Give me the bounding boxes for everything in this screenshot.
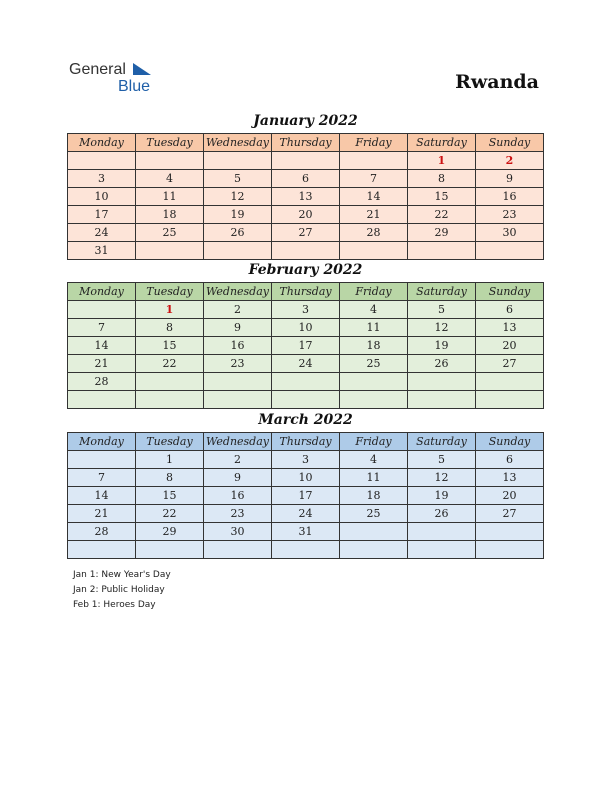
logo-triangle-icon — [133, 63, 153, 77]
weekday-header: Thursday — [272, 134, 340, 152]
week-row — [68, 505, 544, 523]
day-cell: 4 — [340, 451, 408, 469]
day-cell: 26 — [408, 355, 476, 373]
day-cell: 23 — [204, 355, 272, 373]
day-cell: 10 — [272, 469, 340, 487]
day-cell: 20 — [476, 487, 544, 505]
day-cell: 21 — [340, 206, 408, 224]
weekday-header: Saturday — [408, 283, 476, 301]
empty-day-cell — [476, 391, 544, 409]
weekday-header: Tuesday — [136, 433, 204, 451]
weekday-header-row — [68, 433, 544, 451]
weekday-header: Wednesday — [204, 134, 272, 152]
month-title-february: February 2022 — [248, 262, 363, 278]
day-cell: 15 — [136, 337, 204, 355]
weekday-header: Tuesday — [136, 283, 204, 301]
empty-day-cell — [204, 242, 272, 260]
week-row — [68, 451, 544, 469]
day-cell: 13 — [476, 319, 544, 337]
day-cell: 3 — [272, 451, 340, 469]
week-row — [68, 523, 544, 541]
logo — [69, 61, 169, 97]
day-cell: 24 — [68, 224, 136, 242]
week-row — [68, 541, 544, 559]
day-cell: 18 — [340, 487, 408, 505]
day-cell: 21 — [68, 505, 136, 523]
day-cell: 31 — [68, 242, 136, 260]
week-row — [68, 170, 544, 188]
day-cell: 27 — [476, 355, 544, 373]
day-cell: 21 — [68, 355, 136, 373]
calendar-body — [68, 451, 544, 559]
month-title-march: March 2022 — [258, 412, 353, 428]
day-cell: 14 — [340, 188, 408, 206]
week-row — [68, 152, 544, 170]
weekday-header: Monday — [68, 134, 136, 152]
weekday-header: Thursday — [272, 283, 340, 301]
empty-day-cell — [408, 373, 476, 391]
day-cell: 8 — [136, 469, 204, 487]
day-cell: 25 — [340, 355, 408, 373]
week-row — [68, 242, 544, 260]
day-cell: 13 — [476, 469, 544, 487]
empty-day-cell — [204, 373, 272, 391]
day-cell: 23 — [476, 206, 544, 224]
day-cell: 15 — [408, 188, 476, 206]
day-cell: 16 — [204, 487, 272, 505]
day-cell: 20 — [476, 337, 544, 355]
day-cell: 30 — [204, 523, 272, 541]
day-cell: 18 — [136, 206, 204, 224]
day-cell: 22 — [136, 355, 204, 373]
week-row — [68, 373, 544, 391]
week-row — [68, 337, 544, 355]
week-row — [68, 224, 544, 242]
calendar-february — [67, 282, 544, 409]
weekday-header: Sunday — [476, 433, 544, 451]
day-cell: 27 — [476, 505, 544, 523]
day-cell: 24 — [272, 505, 340, 523]
day-cell: 24 — [272, 355, 340, 373]
day-cell: 16 — [204, 337, 272, 355]
day-cell: 26 — [408, 505, 476, 523]
day-cell: 12 — [204, 188, 272, 206]
empty-day-cell — [408, 523, 476, 541]
day-cell: 16 — [476, 188, 544, 206]
weekday-header: Monday — [68, 283, 136, 301]
empty-day-cell — [204, 391, 272, 409]
day-cell: 7 — [68, 319, 136, 337]
day-cell: 6 — [476, 451, 544, 469]
day-cell: 14 — [68, 487, 136, 505]
day-cell: 9 — [204, 469, 272, 487]
empty-day-cell — [68, 541, 136, 559]
day-cell: 14 — [68, 337, 136, 355]
day-cell: 30 — [476, 224, 544, 242]
logo-text-blue: Blue — [118, 78, 151, 95]
weekday-header: Wednesday — [204, 433, 272, 451]
weekday-header: Saturday — [408, 134, 476, 152]
month-title-january: January 2022 — [253, 113, 358, 129]
day-cell: 29 — [136, 523, 204, 541]
day-cell: 7 — [340, 170, 408, 188]
day-cell: 17 — [272, 337, 340, 355]
day-cell: 17 — [68, 206, 136, 224]
empty-day-cell — [204, 541, 272, 559]
empty-day-cell — [68, 391, 136, 409]
empty-day-cell — [476, 523, 544, 541]
day-cell: 8 — [136, 319, 204, 337]
empty-day-cell — [272, 541, 340, 559]
day-cell: 19 — [204, 206, 272, 224]
day-cell: 1 — [136, 301, 204, 319]
weekday-header-row — [68, 283, 544, 301]
day-cell: 28 — [68, 523, 136, 541]
empty-day-cell — [272, 391, 340, 409]
week-row — [68, 188, 544, 206]
empty-day-cell — [408, 242, 476, 260]
day-cell: 15 — [136, 487, 204, 505]
empty-day-cell — [340, 152, 408, 170]
day-cell: 2 — [204, 451, 272, 469]
week-row — [68, 301, 544, 319]
empty-day-cell — [272, 242, 340, 260]
day-cell: 25 — [340, 505, 408, 523]
week-row — [68, 355, 544, 373]
calendar-body — [68, 152, 544, 260]
weekday-header: Tuesday — [136, 134, 204, 152]
week-row — [68, 469, 544, 487]
day-cell: 2 — [476, 152, 544, 170]
day-cell: 3 — [68, 170, 136, 188]
day-cell: 26 — [204, 224, 272, 242]
calendar-body — [68, 301, 544, 409]
day-cell: 3 — [272, 301, 340, 319]
empty-day-cell — [136, 373, 204, 391]
weekday-header: Friday — [340, 433, 408, 451]
day-cell: 8 — [408, 170, 476, 188]
holiday-note: Feb 1: Heroes Day — [73, 600, 156, 610]
weekday-header: Sunday — [476, 283, 544, 301]
day-cell: 4 — [340, 301, 408, 319]
day-cell: 17 — [272, 487, 340, 505]
holiday-notes — [73, 568, 171, 613]
weekday-header-row — [68, 134, 544, 152]
day-cell: 9 — [204, 319, 272, 337]
empty-day-cell — [340, 242, 408, 260]
calendar-march — [67, 432, 544, 559]
day-cell: 19 — [408, 487, 476, 505]
week-row — [68, 206, 544, 224]
day-cell: 10 — [272, 319, 340, 337]
weekday-header: Monday — [68, 433, 136, 451]
weekday-header: Sunday — [476, 134, 544, 152]
day-cell: 5 — [408, 301, 476, 319]
day-cell: 12 — [408, 319, 476, 337]
empty-day-cell — [476, 541, 544, 559]
empty-day-cell — [136, 541, 204, 559]
empty-day-cell — [408, 541, 476, 559]
country-title: Rwanda — [455, 71, 539, 93]
day-cell: 19 — [408, 337, 476, 355]
day-cell: 22 — [136, 505, 204, 523]
empty-day-cell — [340, 373, 408, 391]
empty-day-cell — [136, 152, 204, 170]
empty-day-cell — [340, 541, 408, 559]
day-cell: 29 — [408, 224, 476, 242]
day-cell: 31 — [272, 523, 340, 541]
day-cell: 28 — [340, 224, 408, 242]
week-row — [68, 319, 544, 337]
empty-day-cell — [136, 242, 204, 260]
weekday-header: Saturday — [408, 433, 476, 451]
empty-day-cell — [340, 391, 408, 409]
empty-day-cell — [136, 391, 204, 409]
empty-day-cell — [476, 242, 544, 260]
weekday-header: Wednesday — [204, 283, 272, 301]
empty-day-cell — [204, 152, 272, 170]
weekday-header: Friday — [340, 283, 408, 301]
day-cell: 11 — [136, 188, 204, 206]
day-cell: 6 — [272, 170, 340, 188]
day-cell: 23 — [204, 505, 272, 523]
day-cell: 5 — [204, 170, 272, 188]
weekday-header: Thursday — [272, 433, 340, 451]
day-cell: 9 — [476, 170, 544, 188]
holiday-note: Jan 2: Public Holiday — [73, 585, 165, 595]
day-cell: 4 — [136, 170, 204, 188]
day-cell: 22 — [408, 206, 476, 224]
day-cell: 27 — [272, 224, 340, 242]
calendar-january — [67, 133, 544, 260]
day-cell: 5 — [408, 451, 476, 469]
empty-day-cell — [68, 301, 136, 319]
day-cell: 10 — [68, 188, 136, 206]
week-row — [68, 391, 544, 409]
day-cell: 11 — [340, 469, 408, 487]
day-cell: 25 — [136, 224, 204, 242]
day-cell: 6 — [476, 301, 544, 319]
logo-text-general: General — [69, 61, 126, 78]
day-cell: 2 — [204, 301, 272, 319]
day-cell: 20 — [272, 206, 340, 224]
empty-day-cell — [272, 373, 340, 391]
empty-day-cell — [68, 451, 136, 469]
week-row — [68, 487, 544, 505]
day-cell: 13 — [272, 188, 340, 206]
weekday-header: Friday — [340, 134, 408, 152]
empty-day-cell — [408, 391, 476, 409]
empty-day-cell — [68, 152, 136, 170]
day-cell: 7 — [68, 469, 136, 487]
day-cell: 11 — [340, 319, 408, 337]
empty-day-cell — [476, 373, 544, 391]
empty-day-cell — [272, 152, 340, 170]
day-cell: 28 — [68, 373, 136, 391]
day-cell: 1 — [408, 152, 476, 170]
day-cell: 1 — [136, 451, 204, 469]
holiday-note: Jan 1: New Year's Day — [73, 570, 171, 580]
day-cell: 12 — [408, 469, 476, 487]
day-cell: 18 — [340, 337, 408, 355]
empty-day-cell — [340, 523, 408, 541]
